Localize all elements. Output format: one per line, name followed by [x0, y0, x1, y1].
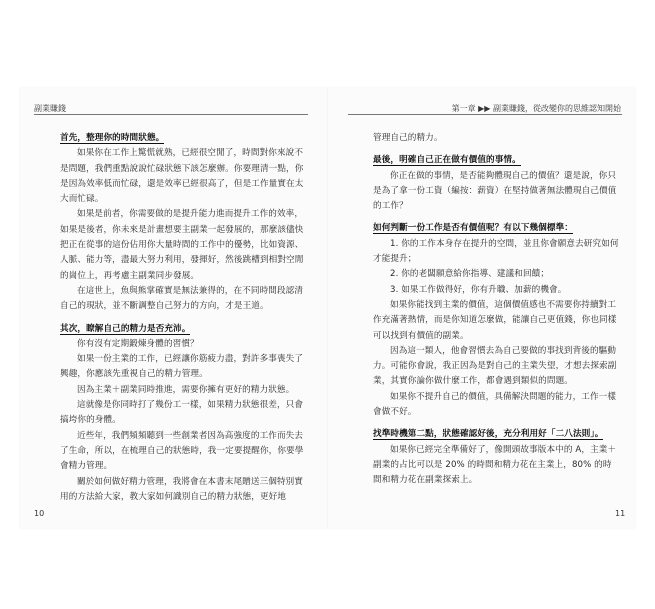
paragraph: 如果你在工作上驚慌就熟，已經很空閒了，時間對你來說不是問題，我們重點說說忙碌狀態下該怎麼辦。你要理清一點，你是因為效率低而忙碌，還是效率已經很高了，但是工作量實在太大而忙碌。: [60, 148, 304, 205]
section-heading: 最後，明確自己正在做有價值的事情。: [373, 155, 521, 166]
left-page-body: [60, 131, 307, 505]
paragraph: 因為主業＋副業同時推進，需要你擁有更好的精力狀態。: [77, 384, 295, 395]
paragraph: 如果你已經完全準備好了，像開頭故事版本中的 A，主業＋副業的占比可以是 20% 的時間和精力花在主業上，80% 的時間和精力花在副業探索上。: [373, 444, 617, 486]
paragraph: 如果一份主業的工作，已經讓你筋疲力盡，對許多事喪失了興趣，你應該先重視自己的精力管理。: [60, 354, 304, 380]
paragraph: 近些年，我們頻頻聽到一些創業者因為高強度的工作而失去了生命，所以，在梳理自己的狀態時，我一定要提醒你，你要學會精力管理。: [60, 430, 304, 472]
section-heading: 其次，瞭解自己的精力是否充沛。: [60, 323, 191, 334]
header-rule-left: [34, 114, 308, 115]
page-number-left: 10: [34, 509, 45, 518]
paragraph: 如果你能找到主業的價值，這個價值感也不需要你持續對工作充滿著熱情，而是你知道怎麼做，能讓自己更值錢，你也同樣可以找到有價值的副業。: [373, 299, 617, 341]
page-number-right: 11: [615, 509, 626, 518]
section-heading: 找準時機第二點，狀態確認好後，充分利用好「二八法則」。: [373, 429, 604, 440]
paragraph: 如果你不提升自己的價值，具備解決問題的能力，工作一樣會做不好。: [373, 391, 617, 418]
book-gutter: [327, 88, 328, 528]
section-heading: 如何判斷一份工作是否有價值呢？有以下幾個標準：: [373, 223, 573, 234]
paragraph: 這就像是你同時打了幾份工一樣，如果精力狀態很差，只會搞垮你的身體。: [60, 400, 304, 426]
header-rule-right: [348, 114, 622, 115]
list-item: 3. 如果工作做得好，你有升職、加薪的機會。: [390, 284, 567, 295]
list-item: 2. 你的老闆願意給你指導、建議和回饋；: [390, 269, 550, 280]
paragraph: 管理自己的精力。: [373, 133, 443, 143]
list-item: 1. 你的工作本身存在提升的空間，並且你會願意去研究如何才能提升；: [373, 238, 619, 265]
paragraph: 關於如何做好精力管理，我將會在本書末尾贈送三個特別實用的方法給大家，教大家如何識別自己的精力狀態，更好地: [60, 476, 304, 502]
right-page-body: [373, 131, 620, 489]
running-header-left: 副業賺錢: [34, 104, 66, 113]
paragraph: 你正在做的事情，是否能夠體現自己的價值？還是說，你只是為了拿一份工資（編按：薪資）在堅持做著無法體現自己價值的工作？: [373, 170, 617, 212]
paragraph: 如果是前者，你需要做的是提升能力進而提升工作的效率，如果是後者，你未來是計畫想要主副業一起發展的，那麼該儘快把正在從事的這份佔用你大量時間的工作中的優勢，比如資源、人脈、能力等，盡最大努力利用，發揮好，然後跳槽到相對空閒的崗位上，再考慮主副業同步發展。: [60, 209, 304, 281]
paragraph: 因為這一類人，他會習慣去為自己要做的事找到背後的驅動力。可能你會說，我正因為是對自己的主業失望，才想去探索副業，其實你論你做什麼工作，都會遇到類似的問題。: [373, 345, 617, 387]
paragraph: 你有沒有定期鍛煉身體的習慣？: [77, 338, 199, 349]
paragraph: 在這世上，魚與熊掌確實是無法兼得的，在不同時間段認清自己的現狀，並不斷調整自己努力的方向，才是王道。: [60, 285, 304, 312]
running-header-right: 第一章 ▶▶ 副業賺錢，從改變你的思維認知開始: [451, 104, 621, 113]
section-heading: 首先，整理你的時間狀態。: [60, 133, 165, 143]
